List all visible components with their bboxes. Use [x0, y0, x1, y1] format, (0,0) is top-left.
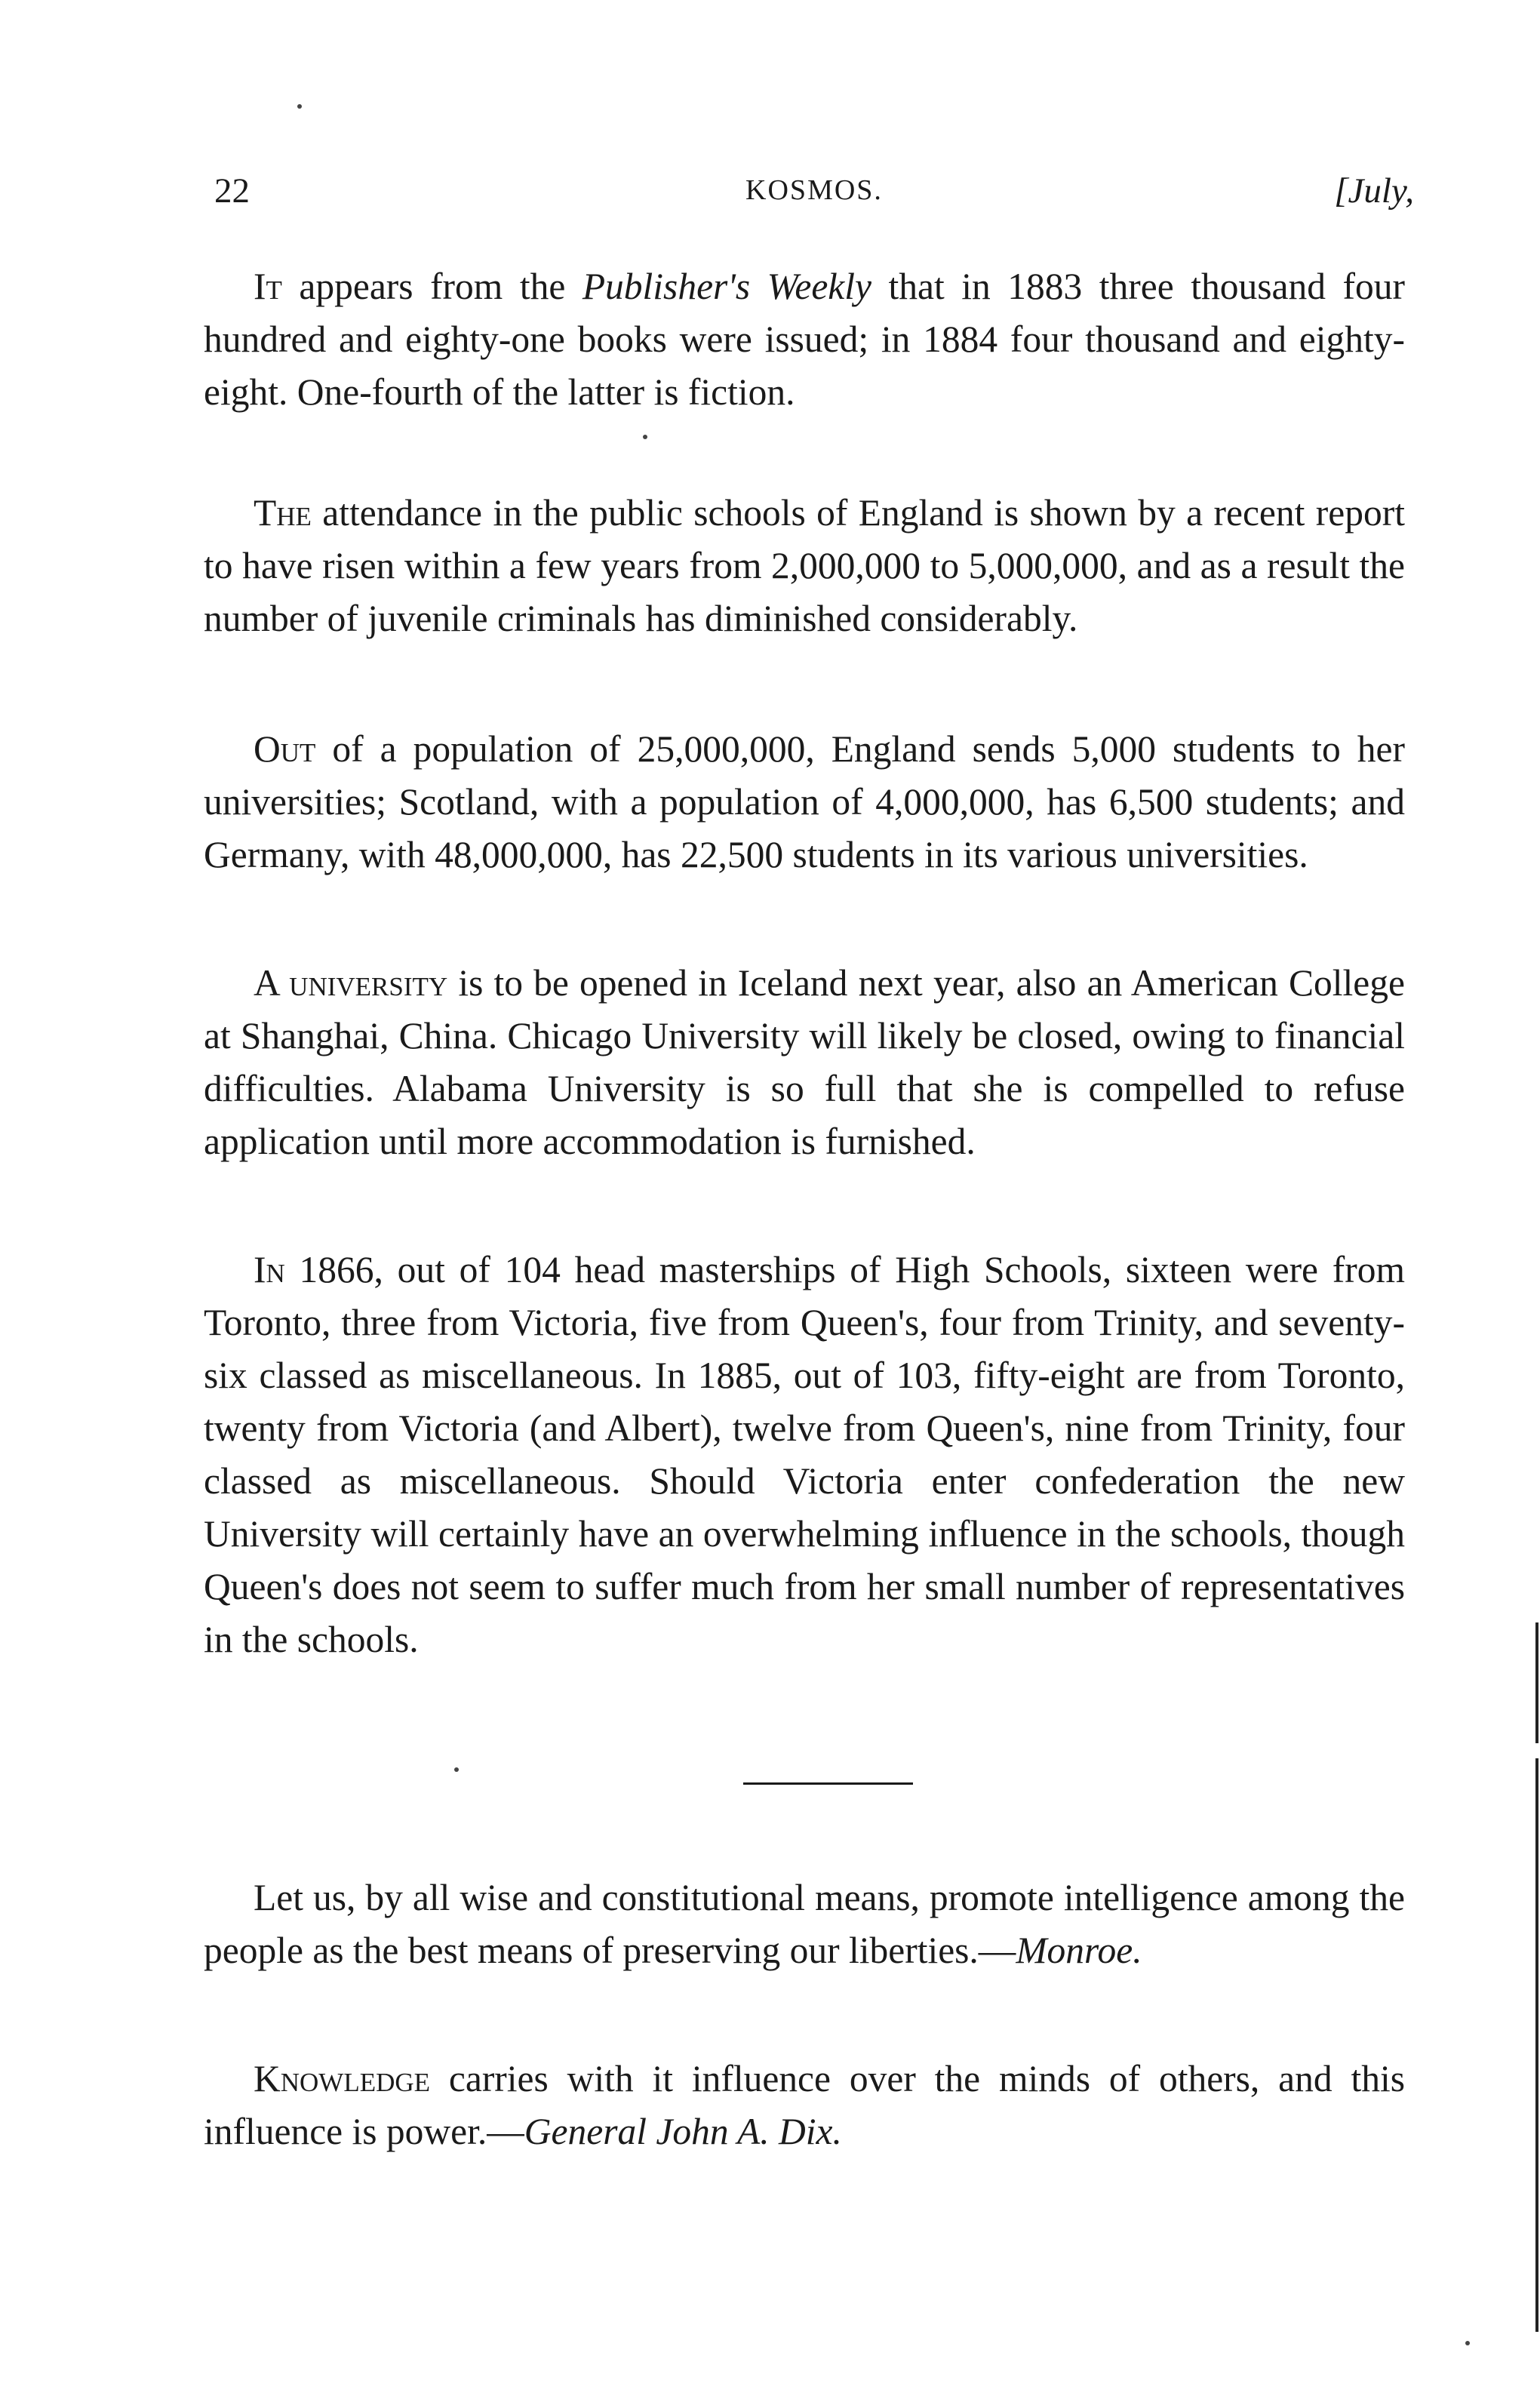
quote-text: carries with it influence over the minds of others, and this influence is power.— — [204, 2058, 1405, 2152]
paragraph-lead: Knowledge — [254, 2058, 431, 2099]
quote-monroe — [204, 1872, 1405, 1977]
paragraph-iceland-university — [204, 957, 1405, 1168]
scan-edge-mark — [1535, 1758, 1538, 2332]
paragraph-publishers-weekly — [204, 260, 1405, 419]
paragraph-lead: The — [254, 492, 312, 534]
paragraph-england-schools — [204, 487, 1405, 645]
running-title: KOSMOS. — [745, 174, 883, 206]
page-number: 22 — [214, 171, 250, 211]
scan-speck — [297, 104, 302, 109]
paragraph-lead: Out — [254, 728, 316, 770]
paragraph-text: that in 1883 three thousand four hundred and eighty-one books were issued; in 1884 four thousand and eighty-eight. One-fourth of the latter is fiction. — [204, 266, 1405, 413]
scan-speck — [454, 1767, 459, 1772]
paragraph-university-students — [204, 723, 1405, 881]
running-date: [July, — [1334, 171, 1414, 211]
quote-dix — [204, 2053, 1405, 2158]
quote-text: Let us, by all wise and constitutional means, promote intelligence among the people as the best means of preserving our liberties.— — [204, 1877, 1405, 1971]
paragraph-lead: In — [254, 1249, 285, 1290]
scan-speck — [643, 435, 647, 439]
paragraph-text: is to be opened in Iceland next year, also an American College at Shanghai, China. Chicago University will likely be closed, owing to financial difficulties. Alabama University is so full that she is compelled to refuse application until more accommodation is furnished. — [204, 962, 1405, 1162]
paragraph-text: attendance in the public schools of England is shown by a recent report to have risen within a few years from 2,000,000 to 5,000,000, and as a result the number of juvenile criminals has diminished considerably. — [204, 492, 1405, 639]
quote-attribution: General John A. Dix. — [524, 2111, 842, 2152]
page-header — [214, 171, 1414, 216]
paragraph-text: of a population of 25,000,000, England sends 5,000 students to her universities; Scotland, with a population of 4,000,000, has 6,500 students; and Germany, with 48,000,000, has 22,500 students in its various universities. — [204, 728, 1405, 875]
scan-edge-mark — [1535, 1622, 1538, 1743]
paragraph-text: 1866, out of 104 head masterships of High Schools, sixteen were from Toronto, three from Victoria, five from Queen's, four from Trinity, and seventy-six classed as miscellaneous. In 1885, out of 103, fifty-eight are from Toronto, twenty from Victoria (and Albert), twelve from Queen's, nine from Trinity, four classed as miscellaneous. Should Victoria enter confederation the new University will certainly have an overwhelming influence in the schools, though Queen's does not seem to suffer much from her small number of representatives in the schools. — [204, 1249, 1405, 1660]
paragraph-lead: It — [254, 266, 282, 307]
paragraph-lead: A university — [254, 962, 448, 1004]
paragraph-high-schools — [204, 1244, 1405, 1666]
paragraph-text: appears from the — [281, 266, 582, 307]
scan-speck — [1465, 2341, 1470, 2345]
quote-attribution: Monroe. — [1016, 1930, 1142, 1971]
section-divider — [743, 1782, 913, 1785]
publication-name: Publisher's Weekly — [582, 266, 871, 307]
